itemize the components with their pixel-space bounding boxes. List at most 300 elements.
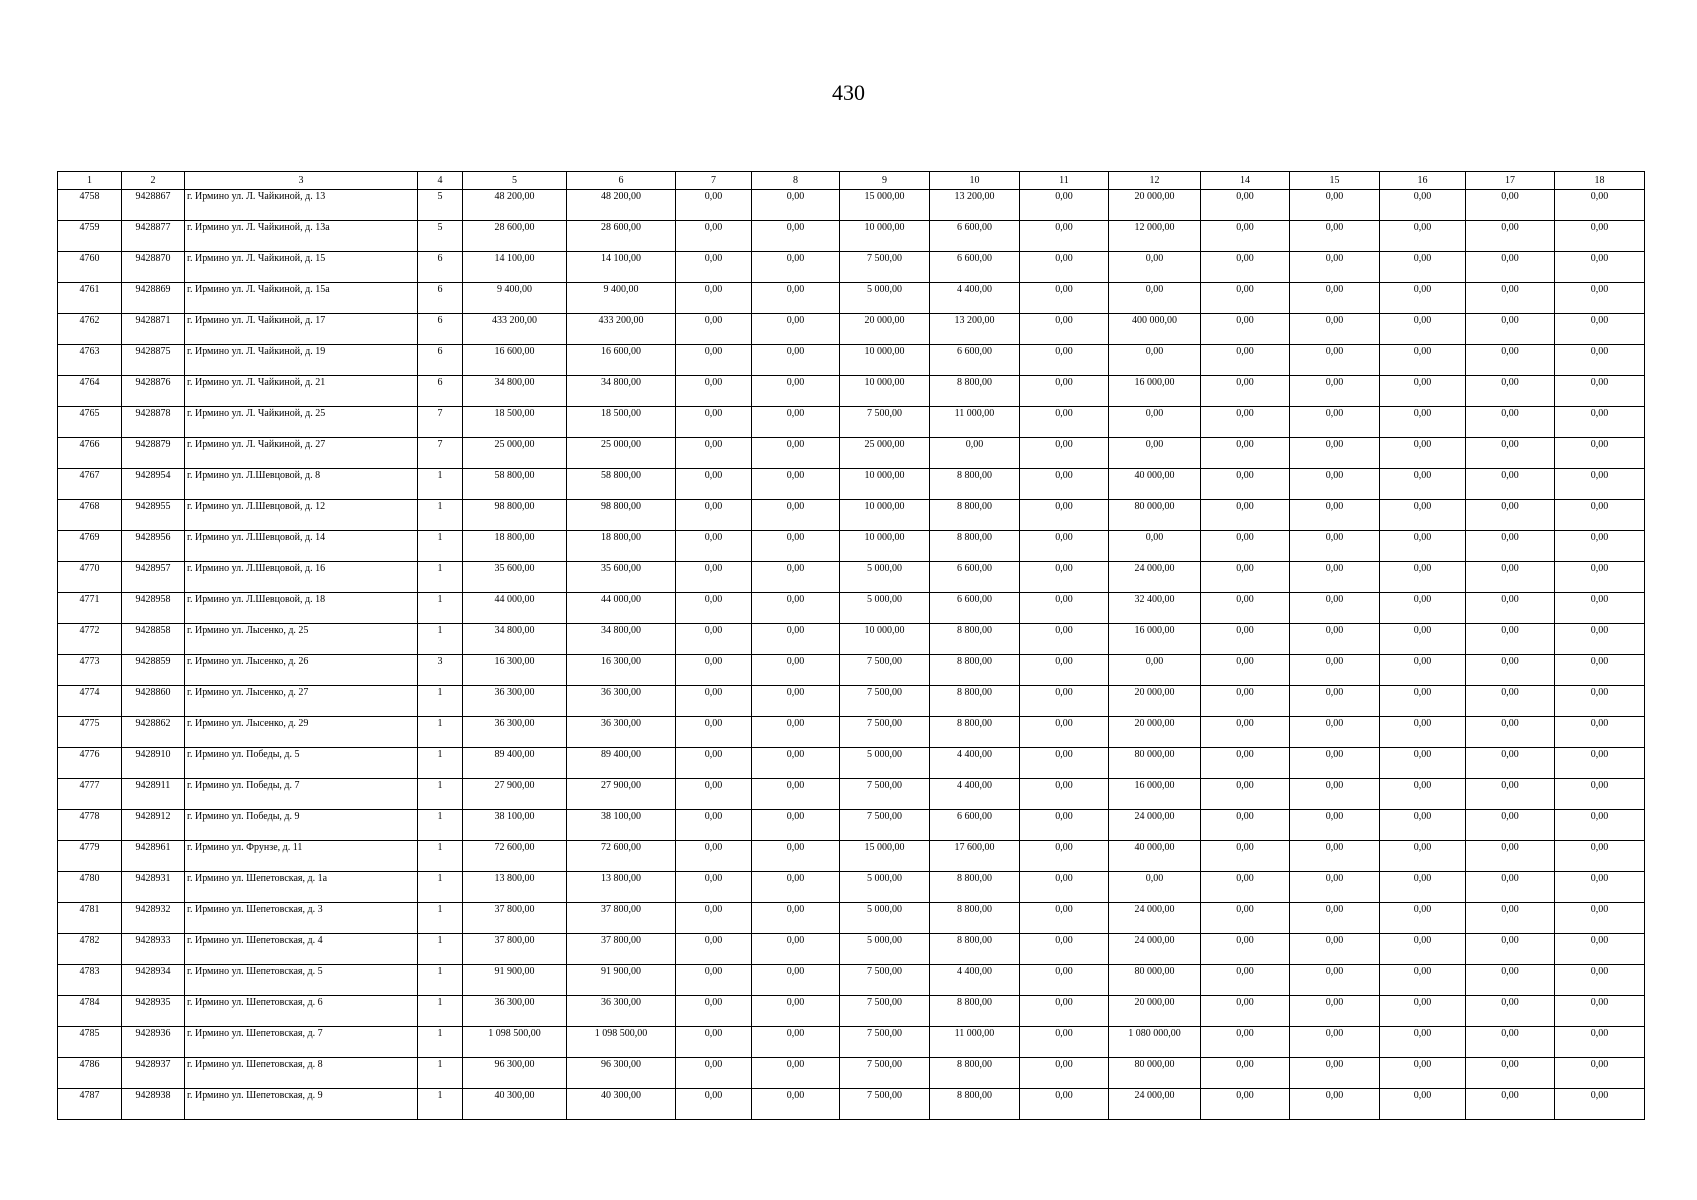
total-cell: 16 300,00 xyxy=(463,655,567,686)
col9-cell: 7 500,00 xyxy=(840,1089,930,1120)
address-cell: г. Ирмино ул. Л.Шевцовой, д. 8 xyxy=(185,469,418,500)
subtotal-cell: 16 600,00 xyxy=(567,345,676,376)
col15-cell: 0,00 xyxy=(1290,190,1380,221)
col16-cell: 0,00 xyxy=(1380,996,1466,1027)
row-number-cell: 4758 xyxy=(58,190,122,221)
col14-cell: 0,00 xyxy=(1201,190,1290,221)
table-row xyxy=(58,624,1645,655)
col11-cell: 0,00 xyxy=(1020,531,1109,562)
address-cell: г. Ирмино ул. Л.Шевцовой, д. 16 xyxy=(185,562,418,593)
col14-cell: 0,00 xyxy=(1201,531,1290,562)
code-cell: 9428869 xyxy=(122,283,185,314)
col12-cell: 24 000,00 xyxy=(1109,562,1201,593)
col8-cell: 0,00 xyxy=(752,593,840,624)
col11-cell: 0,00 xyxy=(1020,717,1109,748)
table-row xyxy=(58,190,1645,221)
col17-cell: 0,00 xyxy=(1466,593,1555,624)
col7-cell: 0,00 xyxy=(676,190,752,221)
col15-cell: 0,00 xyxy=(1290,872,1380,903)
col14-cell: 0,00 xyxy=(1201,593,1290,624)
col12-cell: 16 000,00 xyxy=(1109,624,1201,655)
col7-cell: 0,00 xyxy=(676,283,752,314)
col10-cell: 6 600,00 xyxy=(930,221,1020,252)
group-cell: 1 xyxy=(418,934,463,965)
col15-cell: 0,00 xyxy=(1290,221,1380,252)
col14-cell: 0,00 xyxy=(1201,283,1290,314)
column-header: 9 xyxy=(840,172,930,190)
col18-cell: 0,00 xyxy=(1555,748,1645,779)
subtotal-cell: 18 800,00 xyxy=(567,531,676,562)
col16-cell: 0,00 xyxy=(1380,314,1466,345)
col9-cell: 15 000,00 xyxy=(840,841,930,872)
row-number-cell: 4785 xyxy=(58,1027,122,1058)
code-cell: 9428931 xyxy=(122,872,185,903)
col17-cell: 0,00 xyxy=(1466,841,1555,872)
subtotal-cell: 36 300,00 xyxy=(567,686,676,717)
col9-cell: 7 500,00 xyxy=(840,779,930,810)
col8-cell: 0,00 xyxy=(752,438,840,469)
total-cell: 98 800,00 xyxy=(463,500,567,531)
col18-cell: 0,00 xyxy=(1555,562,1645,593)
total-cell: 18 500,00 xyxy=(463,407,567,438)
column-header: 3 xyxy=(185,172,418,190)
col14-cell: 0,00 xyxy=(1201,748,1290,779)
col8-cell: 0,00 xyxy=(752,345,840,376)
table-row xyxy=(58,872,1645,903)
col11-cell: 0,00 xyxy=(1020,221,1109,252)
total-cell: 34 800,00 xyxy=(463,376,567,407)
col14-cell: 0,00 xyxy=(1201,314,1290,345)
col17-cell: 0,00 xyxy=(1466,500,1555,531)
group-cell: 1 xyxy=(418,593,463,624)
col18-cell: 0,00 xyxy=(1555,996,1645,1027)
col14-cell: 0,00 xyxy=(1201,252,1290,283)
col10-cell: 8 800,00 xyxy=(930,1058,1020,1089)
table-row xyxy=(58,562,1645,593)
table-row xyxy=(58,1027,1645,1058)
col18-cell: 0,00 xyxy=(1555,252,1645,283)
col17-cell: 0,00 xyxy=(1466,748,1555,779)
col7-cell: 0,00 xyxy=(676,934,752,965)
col12-cell: 20 000,00 xyxy=(1109,686,1201,717)
code-cell: 9428958 xyxy=(122,593,185,624)
group-cell: 7 xyxy=(418,407,463,438)
col14-cell: 0,00 xyxy=(1201,717,1290,748)
address-cell: г. Ирмино ул. Л. Чайкиной, д. 15 xyxy=(185,252,418,283)
total-cell: 16 600,00 xyxy=(463,345,567,376)
code-cell: 9428957 xyxy=(122,562,185,593)
address-cell: г. Ирмино ул. Л.Шевцовой, д. 12 xyxy=(185,500,418,531)
col16-cell: 0,00 xyxy=(1380,717,1466,748)
col9-cell: 5 000,00 xyxy=(840,283,930,314)
col7-cell: 0,00 xyxy=(676,345,752,376)
table-row xyxy=(58,965,1645,996)
col7-cell: 0,00 xyxy=(676,500,752,531)
total-cell: 28 600,00 xyxy=(463,221,567,252)
address-cell: г. Ирмино ул. Фрунзе, д. 11 xyxy=(185,841,418,872)
col18-cell: 0,00 xyxy=(1555,1089,1645,1120)
col18-cell: 0,00 xyxy=(1555,655,1645,686)
col12-cell: 16 000,00 xyxy=(1109,779,1201,810)
row-number-cell: 4764 xyxy=(58,376,122,407)
address-cell: г. Ирмино ул. Л. Чайкиной, д. 21 xyxy=(185,376,418,407)
col14-cell: 0,00 xyxy=(1201,686,1290,717)
group-cell: 1 xyxy=(418,810,463,841)
address-cell: г. Ирмино ул. Л. Чайкиной, д. 27 xyxy=(185,438,418,469)
address-cell: г. Ирмино ул. Лысенко, д. 25 xyxy=(185,624,418,655)
col16-cell: 0,00 xyxy=(1380,841,1466,872)
col8-cell: 0,00 xyxy=(752,965,840,996)
col15-cell: 0,00 xyxy=(1290,779,1380,810)
col18-cell: 0,00 xyxy=(1555,531,1645,562)
col16-cell: 0,00 xyxy=(1380,469,1466,500)
row-number-cell: 4781 xyxy=(58,903,122,934)
col14-cell: 0,00 xyxy=(1201,934,1290,965)
table-row xyxy=(58,810,1645,841)
col10-cell: 6 600,00 xyxy=(930,562,1020,593)
col12-cell: 20 000,00 xyxy=(1109,717,1201,748)
address-cell: г. Ирмино ул. Л. Чайкиной, д. 15а xyxy=(185,283,418,314)
group-cell: 6 xyxy=(418,376,463,407)
col10-cell: 8 800,00 xyxy=(930,500,1020,531)
col18-cell: 0,00 xyxy=(1555,283,1645,314)
code-cell: 9428932 xyxy=(122,903,185,934)
col8-cell: 0,00 xyxy=(752,469,840,500)
col14-cell: 0,00 xyxy=(1201,407,1290,438)
subtotal-cell: 9 400,00 xyxy=(567,283,676,314)
col9-cell: 7 500,00 xyxy=(840,1058,930,1089)
row-number-cell: 4767 xyxy=(58,469,122,500)
col7-cell: 0,00 xyxy=(676,531,752,562)
col10-cell: 11 000,00 xyxy=(930,1027,1020,1058)
row-number-cell: 4759 xyxy=(58,221,122,252)
col15-cell: 0,00 xyxy=(1290,1089,1380,1120)
col18-cell: 0,00 xyxy=(1555,686,1645,717)
col17-cell: 0,00 xyxy=(1466,903,1555,934)
column-header: 12 xyxy=(1109,172,1201,190)
group-cell: 1 xyxy=(418,965,463,996)
col7-cell: 0,00 xyxy=(676,996,752,1027)
total-cell: 1 098 500,00 xyxy=(463,1027,567,1058)
col12-cell: 0,00 xyxy=(1109,252,1201,283)
total-cell: 27 900,00 xyxy=(463,779,567,810)
col14-cell: 0,00 xyxy=(1201,500,1290,531)
code-cell: 9428871 xyxy=(122,314,185,345)
table-row xyxy=(58,500,1645,531)
col17-cell: 0,00 xyxy=(1466,221,1555,252)
column-header: 15 xyxy=(1290,172,1380,190)
code-cell: 9428936 xyxy=(122,1027,185,1058)
col16-cell: 0,00 xyxy=(1380,531,1466,562)
address-cell: г. Ирмино ул. Лысенко, д. 26 xyxy=(185,655,418,686)
address-cell: г. Ирмино ул. Шепетовская, д. 4 xyxy=(185,934,418,965)
col7-cell: 0,00 xyxy=(676,1058,752,1089)
col10-cell: 8 800,00 xyxy=(930,996,1020,1027)
col16-cell: 0,00 xyxy=(1380,252,1466,283)
group-cell: 7 xyxy=(418,438,463,469)
col10-cell: 6 600,00 xyxy=(930,345,1020,376)
col15-cell: 0,00 xyxy=(1290,624,1380,655)
subtotal-cell: 14 100,00 xyxy=(567,252,676,283)
col10-cell: 13 200,00 xyxy=(930,314,1020,345)
col16-cell: 0,00 xyxy=(1380,562,1466,593)
col9-cell: 5 000,00 xyxy=(840,562,930,593)
address-cell: г. Ирмино ул. Шепетовская, д. 9 xyxy=(185,1089,418,1120)
col8-cell: 0,00 xyxy=(752,841,840,872)
column-header: 8 xyxy=(752,172,840,190)
total-cell: 40 300,00 xyxy=(463,1089,567,1120)
col8-cell: 0,00 xyxy=(752,872,840,903)
col8-cell: 0,00 xyxy=(752,500,840,531)
col7-cell: 0,00 xyxy=(676,748,752,779)
col17-cell: 0,00 xyxy=(1466,190,1555,221)
total-cell: 44 000,00 xyxy=(463,593,567,624)
total-cell: 25 000,00 xyxy=(463,438,567,469)
row-number-cell: 4765 xyxy=(58,407,122,438)
code-cell: 9428858 xyxy=(122,624,185,655)
col18-cell: 0,00 xyxy=(1555,810,1645,841)
col9-cell: 10 000,00 xyxy=(840,469,930,500)
col12-cell: 80 000,00 xyxy=(1109,965,1201,996)
col9-cell: 7 500,00 xyxy=(840,407,930,438)
col11-cell: 0,00 xyxy=(1020,345,1109,376)
table-row xyxy=(58,593,1645,624)
col14-cell: 0,00 xyxy=(1201,965,1290,996)
col17-cell: 0,00 xyxy=(1466,624,1555,655)
col12-cell: 80 000,00 xyxy=(1109,748,1201,779)
col8-cell: 0,00 xyxy=(752,407,840,438)
col18-cell: 0,00 xyxy=(1555,407,1645,438)
col10-cell: 6 600,00 xyxy=(930,252,1020,283)
col9-cell: 10 000,00 xyxy=(840,345,930,376)
col17-cell: 0,00 xyxy=(1466,314,1555,345)
col18-cell: 0,00 xyxy=(1555,221,1645,252)
col11-cell: 0,00 xyxy=(1020,624,1109,655)
address-cell: г. Ирмино ул. Л.Шевцовой, д. 14 xyxy=(185,531,418,562)
subtotal-cell: 16 300,00 xyxy=(567,655,676,686)
total-cell: 37 800,00 xyxy=(463,934,567,965)
col15-cell: 0,00 xyxy=(1290,903,1380,934)
col10-cell: 8 800,00 xyxy=(930,531,1020,562)
total-cell: 18 800,00 xyxy=(463,531,567,562)
col10-cell: 8 800,00 xyxy=(930,376,1020,407)
table-header xyxy=(58,172,1645,190)
col15-cell: 0,00 xyxy=(1290,717,1380,748)
row-number-cell: 4763 xyxy=(58,345,122,376)
col7-cell: 0,00 xyxy=(676,407,752,438)
address-cell: г. Ирмино ул. Л. Чайкиной, д. 25 xyxy=(185,407,418,438)
col9-cell: 5 000,00 xyxy=(840,903,930,934)
col7-cell: 0,00 xyxy=(676,624,752,655)
row-number-cell: 4772 xyxy=(58,624,122,655)
group-cell: 5 xyxy=(418,221,463,252)
col16-cell: 0,00 xyxy=(1380,190,1466,221)
col14-cell: 0,00 xyxy=(1201,1027,1290,1058)
col7-cell: 0,00 xyxy=(676,376,752,407)
col12-cell: 1 080 000,00 xyxy=(1109,1027,1201,1058)
col11-cell: 0,00 xyxy=(1020,872,1109,903)
group-cell: 1 xyxy=(418,500,463,531)
subtotal-cell: 38 100,00 xyxy=(567,810,676,841)
column-header: 14 xyxy=(1201,172,1290,190)
col7-cell: 0,00 xyxy=(676,593,752,624)
housing-register-table xyxy=(57,171,1645,1120)
group-cell: 3 xyxy=(418,655,463,686)
col8-cell: 0,00 xyxy=(752,1027,840,1058)
col9-cell: 7 500,00 xyxy=(840,810,930,841)
col16-cell: 0,00 xyxy=(1380,872,1466,903)
col17-cell: 0,00 xyxy=(1466,252,1555,283)
table-row xyxy=(58,407,1645,438)
address-cell: г. Ирмино ул. Шепетовская, д. 8 xyxy=(185,1058,418,1089)
col12-cell: 16 000,00 xyxy=(1109,376,1201,407)
code-cell: 9428870 xyxy=(122,252,185,283)
col7-cell: 0,00 xyxy=(676,686,752,717)
col15-cell: 0,00 xyxy=(1290,934,1380,965)
code-cell: 9428878 xyxy=(122,407,185,438)
code-cell: 9428961 xyxy=(122,841,185,872)
col16-cell: 0,00 xyxy=(1380,500,1466,531)
col11-cell: 0,00 xyxy=(1020,407,1109,438)
col18-cell: 0,00 xyxy=(1555,903,1645,934)
col9-cell: 5 000,00 xyxy=(840,748,930,779)
col12-cell: 24 000,00 xyxy=(1109,810,1201,841)
col10-cell: 8 800,00 xyxy=(930,934,1020,965)
col7-cell: 0,00 xyxy=(676,438,752,469)
col15-cell: 0,00 xyxy=(1290,376,1380,407)
col9-cell: 7 500,00 xyxy=(840,965,930,996)
col14-cell: 0,00 xyxy=(1201,624,1290,655)
col12-cell: 40 000,00 xyxy=(1109,469,1201,500)
col17-cell: 0,00 xyxy=(1466,1089,1555,1120)
col9-cell: 7 500,00 xyxy=(840,717,930,748)
col16-cell: 0,00 xyxy=(1380,686,1466,717)
column-header: 5 xyxy=(463,172,567,190)
col18-cell: 0,00 xyxy=(1555,438,1645,469)
col11-cell: 0,00 xyxy=(1020,1058,1109,1089)
col11-cell: 0,00 xyxy=(1020,1027,1109,1058)
col8-cell: 0,00 xyxy=(752,903,840,934)
col12-cell: 0,00 xyxy=(1109,283,1201,314)
address-cell: г. Ирмино ул. Л. Чайкиной, д. 19 xyxy=(185,345,418,376)
col9-cell: 7 500,00 xyxy=(840,252,930,283)
col17-cell: 0,00 xyxy=(1466,283,1555,314)
col11-cell: 0,00 xyxy=(1020,686,1109,717)
table-body xyxy=(58,190,1645,1120)
col18-cell: 0,00 xyxy=(1555,190,1645,221)
col10-cell: 8 800,00 xyxy=(930,903,1020,934)
col12-cell: 80 000,00 xyxy=(1109,1058,1201,1089)
col11-cell: 0,00 xyxy=(1020,748,1109,779)
col7-cell: 0,00 xyxy=(676,221,752,252)
col9-cell: 25 000,00 xyxy=(840,438,930,469)
subtotal-cell: 18 500,00 xyxy=(567,407,676,438)
col10-cell: 0,00 xyxy=(930,438,1020,469)
col11-cell: 0,00 xyxy=(1020,841,1109,872)
col11-cell: 0,00 xyxy=(1020,438,1109,469)
group-cell: 1 xyxy=(418,1027,463,1058)
table-row xyxy=(58,314,1645,345)
col12-cell: 0,00 xyxy=(1109,872,1201,903)
col8-cell: 0,00 xyxy=(752,717,840,748)
subtotal-cell: 58 800,00 xyxy=(567,469,676,500)
group-cell: 6 xyxy=(418,252,463,283)
subtotal-cell: 1 098 500,00 xyxy=(567,1027,676,1058)
code-cell: 9428954 xyxy=(122,469,185,500)
col16-cell: 0,00 xyxy=(1380,624,1466,655)
col11-cell: 0,00 xyxy=(1020,562,1109,593)
col7-cell: 0,00 xyxy=(676,779,752,810)
code-cell: 9428956 xyxy=(122,531,185,562)
col15-cell: 0,00 xyxy=(1290,500,1380,531)
col12-cell: 0,00 xyxy=(1109,438,1201,469)
total-cell: 9 400,00 xyxy=(463,283,567,314)
row-number-cell: 4770 xyxy=(58,562,122,593)
col17-cell: 0,00 xyxy=(1466,562,1555,593)
row-number-cell: 4787 xyxy=(58,1089,122,1120)
address-cell: г. Ирмино ул. Лысенко, д. 29 xyxy=(185,717,418,748)
column-header: 10 xyxy=(930,172,1020,190)
group-cell: 1 xyxy=(418,779,463,810)
col17-cell: 0,00 xyxy=(1466,407,1555,438)
col14-cell: 0,00 xyxy=(1201,562,1290,593)
code-cell: 9428877 xyxy=(122,221,185,252)
col7-cell: 0,00 xyxy=(676,562,752,593)
col18-cell: 0,00 xyxy=(1555,779,1645,810)
column-header: 17 xyxy=(1466,172,1555,190)
group-cell: 1 xyxy=(418,1058,463,1089)
code-cell: 9428859 xyxy=(122,655,185,686)
group-cell: 1 xyxy=(418,686,463,717)
total-cell: 89 400,00 xyxy=(463,748,567,779)
col9-cell: 10 000,00 xyxy=(840,221,930,252)
col16-cell: 0,00 xyxy=(1380,221,1466,252)
column-header: 2 xyxy=(122,172,185,190)
col16-cell: 0,00 xyxy=(1380,1089,1466,1120)
col9-cell: 20 000,00 xyxy=(840,314,930,345)
column-header: 7 xyxy=(676,172,752,190)
col9-cell: 7 500,00 xyxy=(840,686,930,717)
table-row xyxy=(58,903,1645,934)
col10-cell: 6 600,00 xyxy=(930,593,1020,624)
col12-cell: 24 000,00 xyxy=(1109,903,1201,934)
code-cell: 9428867 xyxy=(122,190,185,221)
group-cell: 1 xyxy=(418,872,463,903)
col14-cell: 0,00 xyxy=(1201,872,1290,903)
col17-cell: 0,00 xyxy=(1466,996,1555,1027)
col8-cell: 0,00 xyxy=(752,1089,840,1120)
col14-cell: 0,00 xyxy=(1201,996,1290,1027)
col12-cell: 80 000,00 xyxy=(1109,500,1201,531)
col14-cell: 0,00 xyxy=(1201,1058,1290,1089)
col8-cell: 0,00 xyxy=(752,190,840,221)
code-cell: 9428912 xyxy=(122,810,185,841)
col14-cell: 0,00 xyxy=(1201,779,1290,810)
col17-cell: 0,00 xyxy=(1466,345,1555,376)
col11-cell: 0,00 xyxy=(1020,655,1109,686)
col16-cell: 0,00 xyxy=(1380,965,1466,996)
col12-cell: 32 400,00 xyxy=(1109,593,1201,624)
col18-cell: 0,00 xyxy=(1555,500,1645,531)
row-number-cell: 4773 xyxy=(58,655,122,686)
group-cell: 6 xyxy=(418,345,463,376)
col7-cell: 0,00 xyxy=(676,717,752,748)
code-cell: 9428910 xyxy=(122,748,185,779)
col7-cell: 0,00 xyxy=(676,655,752,686)
group-cell: 1 xyxy=(418,996,463,1027)
col15-cell: 0,00 xyxy=(1290,965,1380,996)
col8-cell: 0,00 xyxy=(752,996,840,1027)
